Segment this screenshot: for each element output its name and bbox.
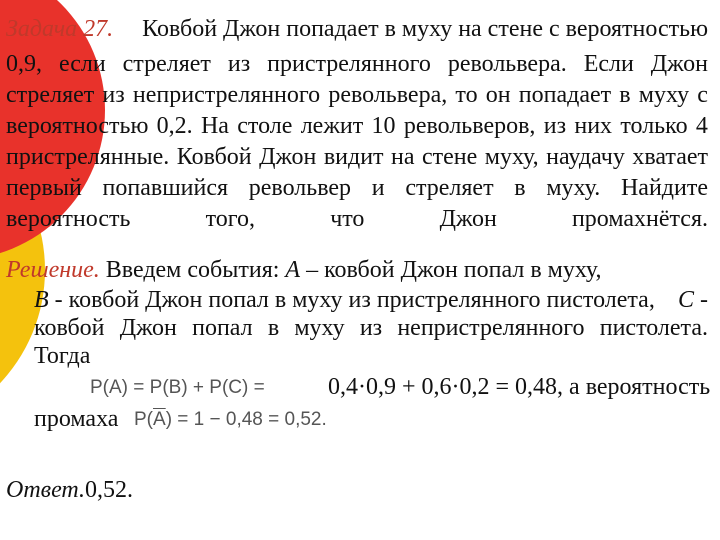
word: из: [359, 315, 383, 341]
word: пистолета.: [599, 315, 708, 341]
word: хватает: [632, 144, 708, 170]
problem-line-4: [6, 111, 708, 141]
problem-line-3: [6, 80, 708, 110]
problem-line-1-text: Ковбой Джон попадает в муху на стене с вероятностью: [142, 16, 708, 42]
word: На: [200, 113, 229, 139]
word: револьвера.: [447, 51, 567, 77]
word: муху: [638, 82, 690, 108]
word: 4: [695, 113, 708, 139]
miss-word: промаха: [34, 406, 119, 432]
solution-label: Решение.: [6, 257, 100, 283]
word: стене: [422, 144, 478, 170]
event-b: B: [34, 287, 49, 313]
solution-intro: Введем события:: [105, 257, 280, 283]
word: Найдите: [620, 175, 708, 201]
formula-miss-probability: [134, 409, 327, 431]
word: попавшийся: [102, 175, 229, 201]
word: пристрелянного: [267, 51, 431, 77]
problem-line-5: [6, 142, 708, 172]
event-a-desc: – ковбой Джон попал в муху,: [306, 257, 602, 283]
word: видит: [323, 144, 384, 170]
word: непристрелянного: [132, 82, 321, 108]
word: из: [102, 82, 125, 108]
formula2-complement: $\overline{A}$: [153, 409, 166, 430]
word: стреляет: [405, 175, 494, 201]
solution-line-2: [34, 285, 708, 315]
word: ковбой: [34, 315, 105, 341]
problem-line-2: [6, 49, 708, 79]
solution-line-1: [6, 255, 708, 285]
word: из: [227, 51, 251, 77]
word: револьвера,: [328, 82, 448, 108]
word: них: [574, 113, 613, 139]
word: Ковбой: [176, 144, 252, 170]
word: вероятностью: [6, 113, 149, 139]
word: с: [697, 82, 708, 108]
problem-line-7: [6, 204, 708, 234]
word: муху: [294, 315, 345, 341]
event-b-desc: - ковбой Джон попал в муху из пристрелянного пистолета,: [54, 287, 655, 313]
problem-line-1: [6, 14, 708, 44]
word: в: [619, 82, 631, 108]
word: наудачу: [546, 144, 625, 170]
solution-line-6: [34, 404, 118, 434]
event-c-dash: -: [700, 287, 708, 313]
word: Джон: [650, 51, 708, 77]
word: 10: [371, 113, 396, 139]
word: муху,: [484, 144, 539, 170]
word: 0,2.: [156, 113, 193, 139]
problem-label: Задача 27.: [6, 16, 114, 42]
word: на: [391, 144, 415, 170]
word: непристрелянного: [397, 315, 585, 341]
event-c: C: [677, 287, 694, 313]
word: в: [514, 175, 526, 201]
word: из: [543, 113, 567, 139]
word: лежит: [300, 113, 364, 139]
answer-line: [6, 475, 708, 505]
word: револьвер: [248, 175, 352, 201]
word: пристрелянные.: [6, 144, 170, 170]
event-b-def: [34, 285, 655, 315]
word: вероятность: [6, 206, 131, 232]
word: муху.: [546, 175, 601, 201]
word: и: [371, 175, 385, 201]
word: револьверов,: [403, 113, 536, 139]
word: Джон: [119, 315, 177, 341]
word: первый: [6, 175, 82, 201]
word: если: [58, 51, 106, 77]
then-word: Тогда: [34, 343, 91, 369]
answer-value: 0,52.: [85, 477, 134, 503]
word: попадает: [518, 82, 612, 108]
word: Если: [583, 51, 634, 77]
word: он: [485, 82, 511, 108]
word: Джон: [259, 144, 317, 170]
formula2-pre: P(: [134, 409, 153, 430]
word: того,: [205, 206, 256, 232]
word: промахнётся.: [571, 206, 708, 232]
event-a: A: [285, 257, 301, 283]
calculation-text: 0,4·0,9 + 0,6·0,2 = 0,48, а вероятность: [328, 374, 711, 400]
formula-total-probability: P(A) = P(B) + P(C) =: [90, 377, 265, 398]
word: 0,9,: [6, 51, 42, 77]
word: то: [455, 82, 478, 108]
word: что: [330, 206, 365, 232]
word: Джон: [439, 206, 497, 232]
word: в: [267, 315, 280, 341]
solution-line-4: [34, 341, 708, 371]
word: попал: [192, 315, 253, 341]
event-c-def: [678, 285, 708, 315]
word: стреляет: [6, 82, 95, 108]
formula2-post: ) = 1 − 0,48 = 0,52.: [165, 409, 327, 430]
answer-label: Ответ.: [6, 477, 86, 503]
word: стреляет: [122, 51, 211, 77]
word: только: [620, 113, 688, 139]
solution-line-3: [34, 313, 708, 343]
word: столе: [237, 113, 293, 139]
problem-line-6: [6, 173, 708, 203]
